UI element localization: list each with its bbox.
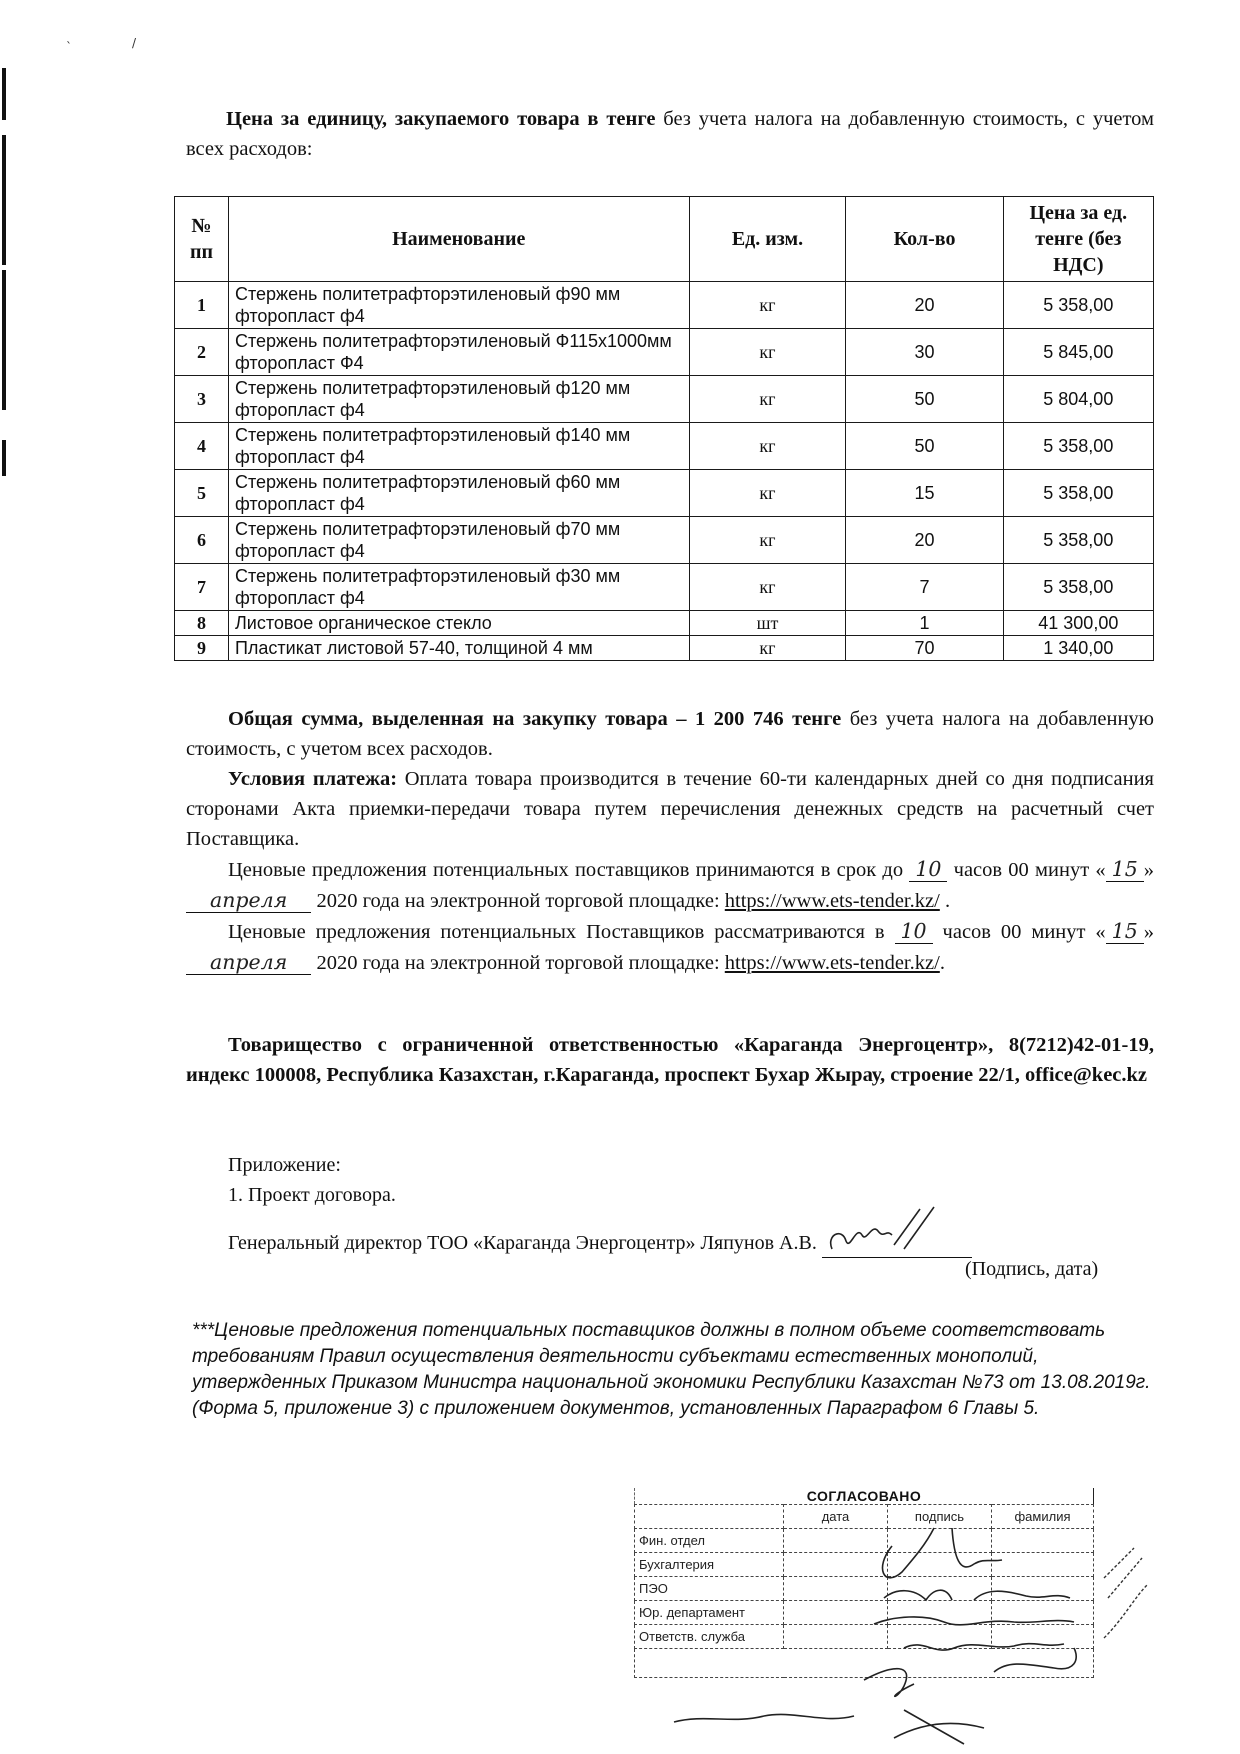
approval-table	[634, 1504, 1094, 1678]
approval-row	[635, 1529, 1094, 1553]
signature-caption: (Подпись, дата)	[965, 1258, 1099, 1280]
review-platform-link[interactable]: https://www.ets-tender.kz/	[724, 952, 940, 974]
scan-margin-mark	[2, 440, 6, 476]
cell-num: 6	[175, 517, 229, 564]
cell-qty: 30	[846, 329, 1003, 376]
cell-price: 5 358,00	[1003, 517, 1153, 564]
cell-unit: шт	[689, 611, 846, 636]
accept-text-after: 2020 года на электронной торговой площадке:	[311, 890, 725, 912]
approval-surname-cell	[992, 1553, 1094, 1577]
scan-margin-mark	[2, 68, 6, 120]
total-paragraph	[186, 704, 1154, 764]
cell-name: Стержень политетрафторэтиленовый ф30 мм фторопласт ф4	[228, 564, 689, 611]
cell-qty: 7	[846, 564, 1003, 611]
approval-date-cell	[784, 1553, 888, 1577]
total-bold: Общая сумма, выделенная на закупку товара – 1 200 746 тенге	[228, 708, 842, 730]
accept-text-before: Ценовые предложения потенциальных поставщиков принимаются в срок до	[228, 859, 910, 881]
approval-row	[635, 1601, 1094, 1625]
items-table	[174, 196, 1154, 661]
appendix	[228, 1150, 396, 1210]
header-unit: Ед. изм.	[689, 197, 846, 282]
review-text-q: »	[1143, 921, 1154, 943]
cell-num: 2	[175, 329, 229, 376]
cell-price: 5 358,00	[1003, 423, 1153, 470]
table-row	[175, 282, 1154, 329]
table-row	[175, 423, 1154, 470]
appendix-title: Приложение:	[228, 1154, 341, 1176]
cell-name: Пластикат листовой 57-40, толщиной 4 мм	[228, 636, 689, 661]
approval-surname-cell	[992, 1625, 1094, 1649]
approval-dept-label: Юр. департамент	[635, 1601, 784, 1625]
approval-header-row	[635, 1505, 1094, 1529]
cell-qty: 50	[846, 423, 1003, 470]
total-normal: без учета налога на добавленную стоимость, с учетом всех расходов.	[186, 708, 1154, 760]
payment-label: Условия платежа:	[228, 768, 398, 790]
review-text-before: Ценовые предложения потенциальных Поставщиков рассматриваются в	[228, 921, 895, 943]
table-row	[175, 376, 1154, 423]
accept-day-handwritten: 15	[1106, 857, 1144, 882]
cell-name: Стержень политетрафторэтиленовый ф60 мм фторопласт ф4	[228, 470, 689, 517]
cell-unit: кг	[689, 517, 846, 564]
approval-date-cell	[784, 1601, 888, 1625]
approval-footer-cell	[635, 1649, 1094, 1678]
approval-col-date: дата	[784, 1505, 888, 1529]
cell-unit: кг	[689, 423, 846, 470]
approval-dept-label: Ответств. служба	[635, 1625, 784, 1649]
cell-unit: кг	[689, 329, 846, 376]
cell-unit: кг	[689, 376, 846, 423]
approval-stamp	[634, 1488, 1094, 1678]
terms-section	[186, 704, 1154, 978]
cell-qty: 50	[846, 376, 1003, 423]
director-text: Генеральный директор ТОО «Караганда Энергоцентр» Ляпунов А.В.	[228, 1232, 817, 1254]
approval-date-cell	[784, 1529, 888, 1553]
header-price: Цена за ед. тенге (без НДС)	[1003, 197, 1153, 282]
table-row	[175, 564, 1154, 611]
table-row	[175, 517, 1154, 564]
header-num: № пп	[175, 197, 229, 282]
cell-num: 7	[175, 564, 229, 611]
cell-unit: кг	[689, 636, 846, 661]
cell-price: 41 300,00	[1003, 611, 1153, 636]
accept-text-mid: часов 00 минут «	[947, 859, 1106, 881]
accept-platform-link[interactable]: https://www.ets-tender.kz/	[724, 890, 940, 912]
appendix-item: 1. Проект договора.	[228, 1184, 396, 1206]
table-row	[175, 636, 1154, 661]
approval-row	[635, 1553, 1094, 1577]
scan-margin-mark	[2, 135, 6, 265]
approval-date-cell	[784, 1625, 888, 1649]
approval-col-dept	[635, 1505, 784, 1529]
handwritten-signature-icon	[822, 1205, 972, 1255]
cell-price: 1 340,00	[1003, 636, 1153, 661]
approval-row	[635, 1625, 1094, 1649]
approval-col-signature: подпись	[888, 1505, 992, 1529]
approval-footer-row	[635, 1649, 1094, 1678]
cell-unit: кг	[689, 564, 846, 611]
cell-qty: 1	[846, 611, 1003, 636]
intro-bold: Цена за единицу, закупаемого товара в тенге	[226, 108, 656, 130]
cell-price: 5 358,00	[1003, 282, 1153, 329]
requirements-note: ***Ценовые предложения потенциальных поставщиков должны в полном объеме соответствовать требованиям Правил осуществления деятельности субъектами естественных монополий, утвержденных Приказом Министра национальной экономики Республики Казахстан №73 от 13.08.2019г. (Форма 5, приложение 3) с приложением документов, установленных Параграфом 6 Главы 5.	[192, 1320, 1151, 1419]
approval-signature-cell	[888, 1601, 992, 1625]
payment-text: Оплата товара производится в течение 60-ти календарных дней со дня подписания сторонами Акта приемки-передачи товара путем перечисления денежных средств на расчетный счет Поставщика.	[186, 768, 1154, 850]
accept-hour-handwritten: 10	[909, 857, 947, 882]
cell-num: 9	[175, 636, 229, 661]
cell-num: 5	[175, 470, 229, 517]
approval-date-cell	[784, 1577, 888, 1601]
cell-qty: 20	[846, 517, 1003, 564]
approval-dept-label: ПЭО	[635, 1577, 784, 1601]
approval-surname-cell	[992, 1601, 1094, 1625]
approval-surname-cell	[992, 1577, 1094, 1601]
approval-signature-cell	[888, 1577, 992, 1601]
cell-qty: 70	[846, 636, 1003, 661]
cell-price: 5 358,00	[1003, 564, 1153, 611]
review-text-after: 2020 года на электронной торговой площадке:	[311, 952, 725, 974]
intro-paragraph	[186, 104, 1154, 164]
cell-num: 3	[175, 376, 229, 423]
cell-unit: кг	[689, 470, 846, 517]
approval-signature-cell	[888, 1625, 992, 1649]
approval-dept-label: Бухгалтерия	[635, 1553, 784, 1577]
table-row	[175, 329, 1154, 376]
cell-price: 5 804,00	[1003, 376, 1153, 423]
scan-margin-mark	[2, 270, 6, 410]
cell-name: Стержень политетрафторэтиленовый ф70 мм фторопласт ф4	[228, 517, 689, 564]
cell-qty: 15	[846, 470, 1003, 517]
review-deadline-paragraph	[186, 916, 1154, 978]
cell-num: 4	[175, 423, 229, 470]
cell-unit: кг	[689, 282, 846, 329]
scan-speck: `	[66, 40, 72, 54]
table-body	[175, 282, 1154, 661]
review-text-mid: часов 00 минут «	[932, 921, 1106, 943]
intro-normal: без учета налога на добавленную стоимость, с учетом всех расходов:	[186, 108, 1154, 160]
company-details: Товарищество с ограниченной ответственностью «Караганда Энергоцентр», 8(7212)42-01-19, индекс 100008, Республика Казахстан, г.Караганда, проспект Бухар Жырау, строение 22/1, office@kec.kz	[186, 1034, 1154, 1086]
table-header-row	[175, 197, 1154, 282]
approval-body	[635, 1529, 1094, 1649]
payment-paragraph	[186, 764, 1154, 854]
accept-text-q: »	[1143, 859, 1154, 881]
accept-month-handwritten: апреля	[186, 888, 311, 913]
cell-name: Стержень политетрафторэтиленовый ф120 мм фторопласт ф4	[228, 376, 689, 423]
cell-name: Стержень политетрафторэтиленовый ф140 мм фторопласт ф4	[228, 423, 689, 470]
cell-num: 8	[175, 611, 229, 636]
signature-field	[822, 1231, 972, 1258]
review-month-handwritten: апреля	[186, 950, 311, 975]
approval-row	[635, 1577, 1094, 1601]
accept-deadline-paragraph	[186, 854, 1154, 916]
review-day-handwritten: 15	[1106, 919, 1144, 944]
cell-price: 5 358,00	[1003, 470, 1153, 517]
header-qty: Кол-во	[846, 197, 1003, 282]
review-hour-handwritten: 10	[895, 919, 933, 944]
approval-signature-cell	[888, 1553, 992, 1577]
cell-num: 1	[175, 282, 229, 329]
cell-price: 5 845,00	[1003, 329, 1153, 376]
review-end: .	[939, 952, 945, 974]
stamp-title: СОГЛАСОВАНО	[634, 1488, 1094, 1504]
cell-name: Стержень политетрафторэтиленовый Ф115х1000мм фторопласт Ф4	[228, 329, 689, 376]
cell-qty: 20	[846, 282, 1003, 329]
approval-signature-cell	[888, 1529, 992, 1553]
cell-name: Листовое органическое стекло	[228, 611, 689, 636]
cell-name: Стержень политетрафторэтиленовый ф90 мм фторопласт ф4	[228, 282, 689, 329]
approval-col-surname: фамилия	[992, 1505, 1094, 1529]
table-row	[175, 470, 1154, 517]
header-name: Наименование	[228, 197, 689, 282]
approval-surname-cell	[992, 1529, 1094, 1553]
approval-dept-label: Фин. отдел	[635, 1529, 784, 1553]
accept-end: .	[939, 890, 951, 912]
scan-speck: /	[132, 36, 137, 50]
director-signature-line	[228, 1228, 972, 1258]
table-row	[175, 611, 1154, 636]
